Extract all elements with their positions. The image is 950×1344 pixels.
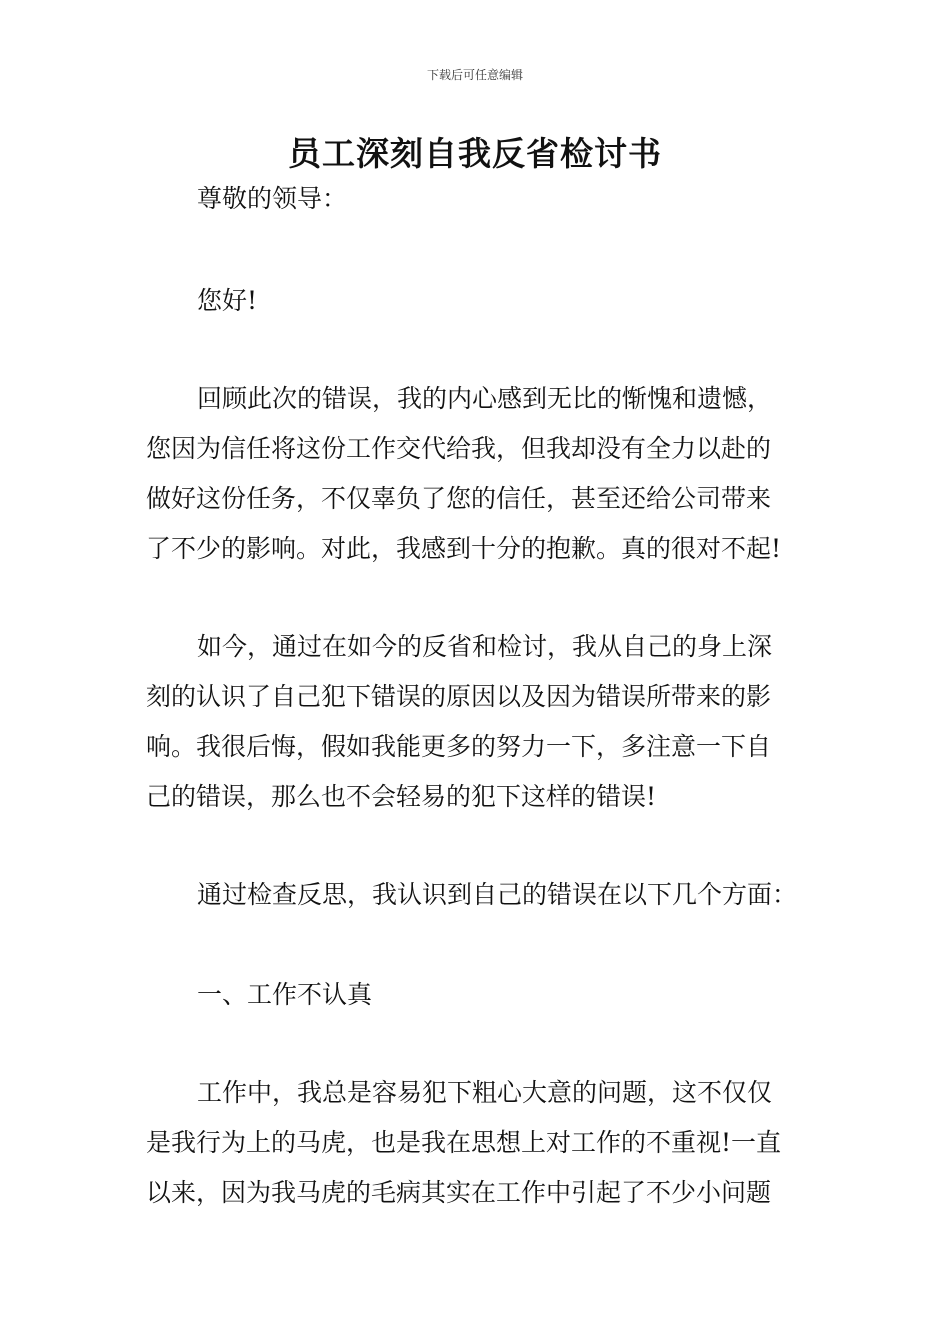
salutation: 尊敬的领导： bbox=[197, 184, 348, 213]
paragraph-line: 了不少的影响。对此，我感到十分的抱歉。真的很对不起! bbox=[146, 534, 782, 563]
section-heading: 一、工作不认真 bbox=[197, 980, 373, 1009]
paragraph-line: 您因为信任将这份工作交代给我，但我却没有全力以赴的 bbox=[146, 434, 772, 463]
paragraph-line: 响。我很后悔，假如我能更多的努力一下，多注意一下自 bbox=[146, 732, 772, 761]
paragraph-line: 通过检查反思，我认识到自己的错误在以下几个方面： bbox=[197, 880, 798, 909]
header-note: 下载后可任意编辑 bbox=[426, 68, 523, 82]
greeting: 您好! bbox=[197, 286, 258, 315]
paragraph-line: 以来，因为我马虎的毛病其实在工作中引起了不少小问题 bbox=[146, 1178, 772, 1207]
paragraph-line: 工作中，我总是容易犯下粗心大意的问题，这不仅仅 bbox=[197, 1078, 773, 1107]
paragraph-line: 刻的认识了自己犯下错误的原因以及因为错误所带来的影 bbox=[146, 682, 772, 711]
paragraph-line: 是我行为上的马虎，也是我在思想上对工作的不重视!一直 bbox=[146, 1128, 782, 1157]
paragraph-line: 做好这份任务，不仅辜负了您的信任，甚至还给公司带来 bbox=[146, 484, 772, 513]
paragraph-line: 己的错误，那么也不会轻易的犯下这样的错误! bbox=[146, 782, 657, 811]
paragraph-line: 如今，通过在如今的反省和检讨，我从自己的身上深 bbox=[197, 632, 773, 661]
document-title: 员工深刻自我反省检讨书 bbox=[288, 134, 662, 173]
paragraph-line: 回顾此次的错误，我的内心感到无比的惭愧和遗憾， bbox=[197, 384, 773, 413]
